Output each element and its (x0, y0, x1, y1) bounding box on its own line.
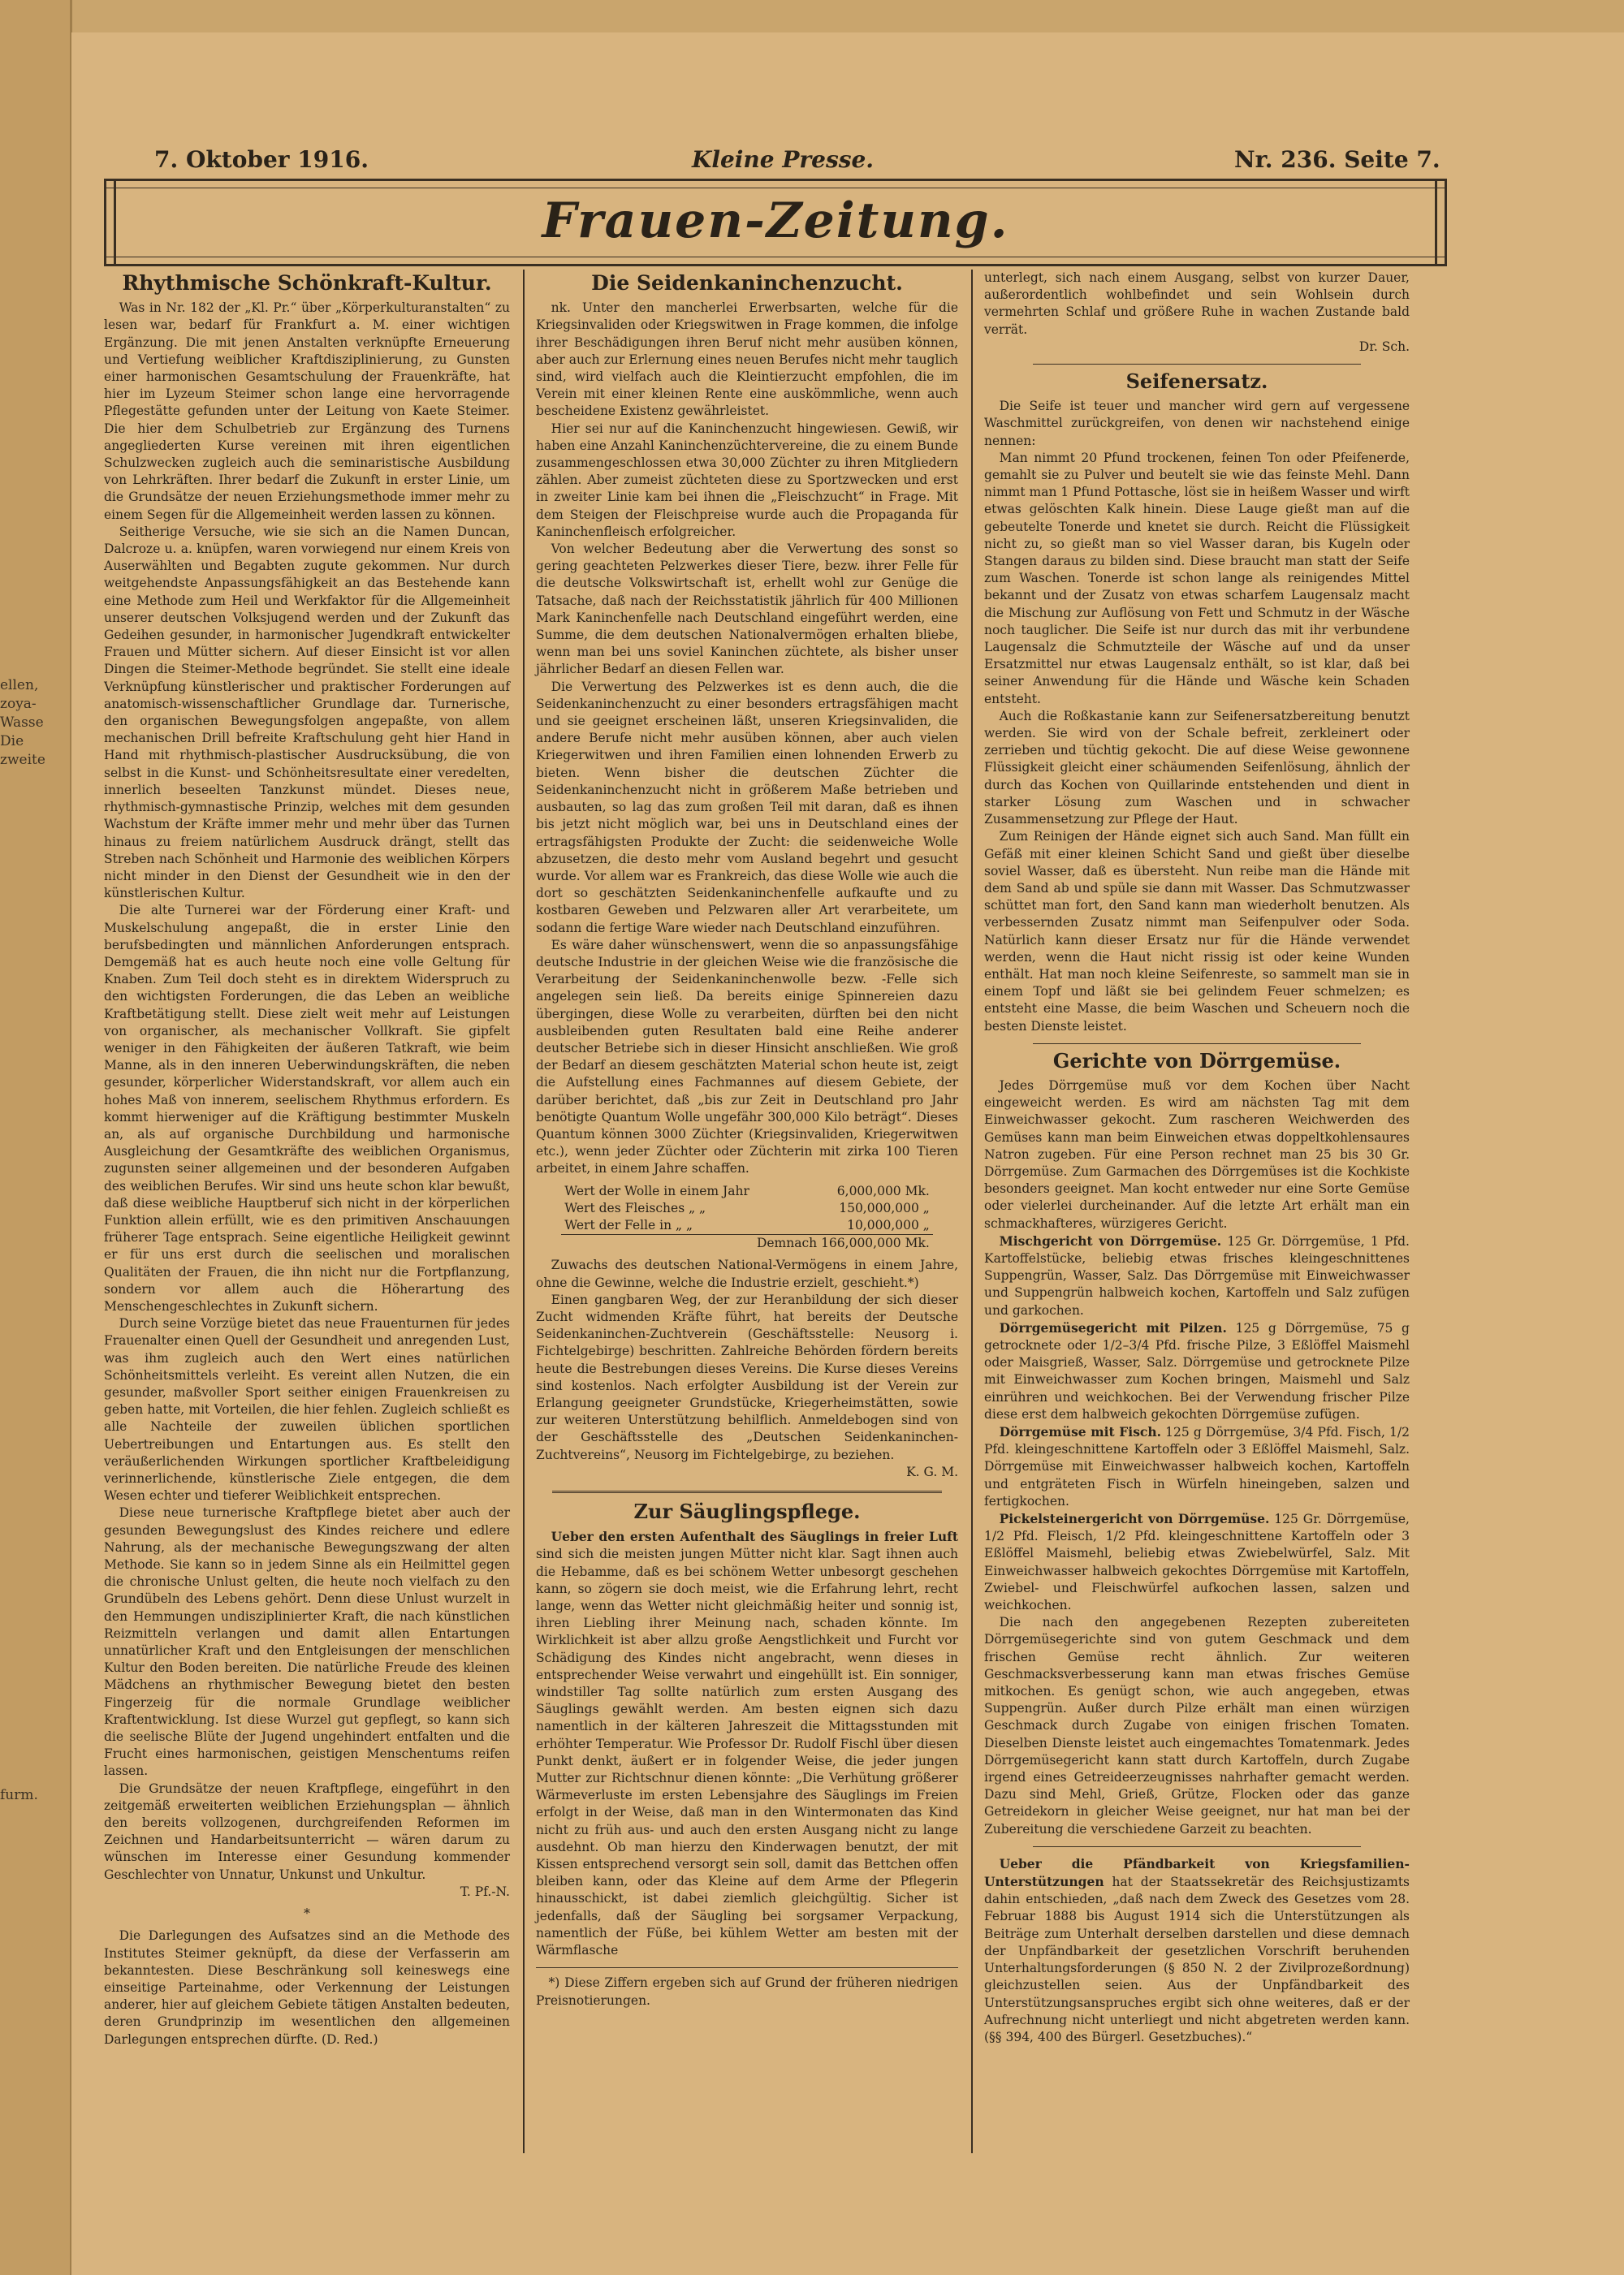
paragraph: Zuwachs des deutschen National-Vermögens in einem Jahre, ohne die Gewinne, welche die Industrie erzielt, geschieht.*) (536, 1258, 958, 1290)
margin-fragment: furm. (0, 1787, 38, 1803)
recipe-title: Dörrgemüse mit Fisch. (999, 1424, 1162, 1440)
masthead-title: Frauen-Zeitung. (542, 192, 1009, 249)
paragraph: unterlegt, sich nach einem Ausgang, selbst von kurzer Dauer, außerordentlich wohlbefindet und sein Wohlsein durch vermehrten Schlaf und größere Ruhe in wachen Zustande bald verrät. (984, 270, 1410, 337)
paragraph: Was in Nr. 182 der „Kl. Pr.“ über „Körperkulturanstalten“ zu lesen war, bedarf für Frankfurt a. M. einer wichtigen Ergänzung. Die mit jenen Anstalten verknüpfte Erneuerung und Vertiefung weiblicher Kraftdisziplinierung, zu Gunsten einer harmonischen Gesamtschulung der Frauenkräfte, hat hier im Lyzeum Steimer schon lange eine hervorragende Pflegestätte gefunden unter der Leitung von Kaete Steimer. Die hier dem Schulbetrieb zur Ergänzung des Turnens angegliederten Kurse vereinen mit ihren eigentlichen Schulzwecken zugleich auch die seminaristische Ausbildung von Lehrkräften. Ihrer bedarf die Zukunft in erster Linie, um die Grundsätze der neuen Erziehungsmethode immer mehr zu einem Segen für die Allgemeinheit werden lassen zu können. (104, 300, 510, 522)
header-date: 7. Oktober 1916. (154, 146, 369, 173)
margin-fragment: Die (0, 733, 24, 749)
signature: Dr. Sch. (1358, 339, 1410, 354)
table-sum: Demnach 166,000,000 Mk. (561, 1235, 933, 1253)
margin-fragment: zweite (0, 752, 45, 768)
recipe (984, 1423, 1410, 1510)
paragraph: Von welcher Bedeutung aber die Verwertung des sonst so gering geachteten Pelzwerkes dieser Tiere, bezw. ihrer Felle für die deutsche Volkswirtschaft ist, erhellt wohl zur Genüge die Tatsache, daß nach der Reichsstatistik jährlich für 400 Millionen Mark Kaninchenfelle nach Deutschland eingeführt werden, eine Summe, die dem deutschen Nationalvermögen erhalten bliebe, wenn man bei uns soviel Kaninchen züchtete, als bisher unser jährlicher Bedarf an diesen Fellen war. (536, 542, 958, 677)
table-row (561, 1217, 933, 1235)
paragraph: Es wäre daher wünschenswert, wenn die so anpassungsfähige deutsche Industrie in der gleichen Weise wie die französische die Verarbeitung der Seidenkaninchenwolle bezw. -Felle sich angelegen sein ließ. Da bereits einige Spinnereien dazu übergingen, diese Wolle zu verarbeiten, dürften bei den nicht ausbleibenden guten Resultaten bald eine Reihe anderer deutscher Betriebe sich in dieser Hinsicht anschließen. Wie groß der Bedarf an diesem geschätzten Material schon heute ist, zeigt die Aufstellung eines Fachmannes auf diesem Gebiete, der darüber berichtet, daß „bis zur Zeit in Deutschland pro Jahr benötigte Quantum Wolle ungefähr 300,000 Kilo beträgt“. Dieses Quantum können 3000 Züchter (Kriegsinvaliden, Kriegerwitwen etc.), wenn jeder Züchter oder Züchterin mit zirka 100 Tieren arbeitet, in einem Jahre schaffen. (536, 937, 958, 1176)
article-title: Die Seidenkaninchenzucht. (591, 271, 903, 295)
recipe-title: Mischgericht von Dörrgemüse. (999, 1232, 1222, 1249)
paragraph: Jedes Dörrgemüse muß vor dem Kochen über Nacht eingeweicht werden. Es wird am nächsten Tag mit dem Einweichwasser gekocht. Zum rascheren Weichwerden des Gemüses kann man beim Einweichen etwas doppeltkohlensaures Natron zugeben. Für eine Person rechnet man 25 bis 30 Gr. Dörrgemüse. Zum Garmachen des Dörrgemüses ist die Kochkiste besonders geeignet. Man kocht entweder nur eine Sorte Gemüse oder vielerlei durcheinander. Auf die letzte Art erhält man ein schmackhafteres, würzigeres Gericht. (984, 1077, 1410, 1231)
recipe-title: Dörrgemüsegericht mit Pilzen. (999, 1319, 1227, 1336)
column-rule (523, 270, 525, 2153)
table-row (561, 1200, 933, 1217)
footnote: *) Diese Ziffern ergeben sich auf Grund der früheren niedrigen Preisnotierungen. (536, 1967, 958, 2009)
paragraph: Diese neue turnerische Kraftpflege bietet aber auch der gesunden Bewegungslust des Kindes reichere und edlere Nahrung, als der mechanische Bewegungszwang der alten Methode. Sie kann so in jedem Sinne als ein Heilmittel gegen die chronische Unlust gelten, die heute noch vielfach zu den Grundübeln des Lebens gehört. Denn diese Unlust wurzelt in den Hemmungen undisziplinierter Kraft, die nach künstlichen Reizmitteln verlangen und damit allen Entartungen unnatürlicher Kraft und den Entgleisungen der menschlichen Kultur den Boden bereiten. Die natürliche Freude des kleinen Mädchens an rhythmischer Bewegung bietet den besten Fingerzeig für die normale Grundlage weiblicher Kraftentwicklung. Ist diese Wurzel gut gepflegt, so kann sich die seelische Blüte der Jugend ungehindert entfalten und die Frucht eines harmonischen, geistigen Menschentums reifen lassen. (104, 1505, 510, 1779)
divider (1033, 1043, 1361, 1044)
divider (1033, 1846, 1361, 1847)
paragraph-body: sind sich die meisten jungen Mütter nicht klar. Sagt ihnen auch die Hebamme, daß es bei schönem Wetter unbesorgt geschehen kann, so zögern sie doch meist, wie die Erfahrung lehrt, recht lange, wenn das Wetter nicht gleichmäßig heiter und sonnig ist, ihren Liebling ihrer Meinung nach, schaden könnte. Im Wirklichkeit ist aber allzu große Aengstlichkeit und Furcht vor Schädigung des Kindes nicht angebracht, wenn dieses in entsprechender Weise verwahrt und eingehüllt ist. Ein sonniger, windstiller Tag sollte natürlich zum ersten Ausgang des Säuglings gewählt werden. Am besten eignen sich dazu namentlich in der kälteren Jahreszeit die Mittagsstunden mit erhöhter Temperatur. Wie Professor Dr. Rudolf Fischl über diesen Punkt denkt, äußert er in folgender Weise, die jeder jungen Mutter zur Richtschnur dienen könnte: „Die Verhütung größerer Wärmeverluste im ersten Lebensjahre des Säuglings im Freien erfolgt in der Weise, daß man in den Wintermonaten das Kind nicht zu früh aus- und auch den ersten Ausgang nicht zu lange ausdehnt. Ob man hierzu den Kinderwagen benutzt, der mit Kissen entsprechend versorgt sein soll, damit das Bettchen offen bleiben kann, oder das Kleine auf dem Arme der Pflegerin hinausschickt, ist dabei ziemlich gleichgültig. Sicher ist jedenfalls, daß der Säugling bei sorgsamer Verpackung, namentlich der Füße, bei kühlem Wetter am besten mit der Wärmflasche (536, 1547, 958, 1958)
recipe (984, 1319, 1410, 1423)
paragraph: Die Seife ist teuer und mancher wird gern auf vergessene Waschmittel zurückgreifen, von denen wir nachstehend einige nennen: (984, 399, 1410, 448)
paragraph (536, 1528, 958, 1959)
recipe (984, 1232, 1410, 1319)
recipe-body: 125 Gr. Dörrgemüse, 1/2 Pfd. Fleisch, 1/2 Pfd. kleingeschnittene Kartoffeln oder 3 Eßlöffel Maismehl, beliebig etwas Zwiebelwürfel, Salz. Mit Einweichwasser halbweich gekochtes Dörrgemüse mit Kartoffeln, Zwiebel- und Fleischwürfel aufkochen lassen, salzen und weichkochen. (984, 1512, 1410, 1613)
recipe-body: 125 g Dörrgemüse, 3/4 Pfd. Fisch, 1/2 Pfd. kleingeschnittene Kartoffeln oder 3 Eßlöffel Maismehl, Salz. Dörrgemüse mit Einweichwasser halbweich kochen, Kartoffeln und entgräteten Fisch in Würfeln hineingeben, salzen und fertigkochen. (984, 1425, 1410, 1509)
editorial-note: Die Darlegungen des Aufsatzes sind an die Methode des Institutes Steimer geknüpft, da diese der Verfasserin am bekanntesten. Diese Beschränkung soll keineswegs eine einseitige Parteinahme, oder Verkennung der Leistungen anderer, hier auf gleichem Gebiete tätigen Anstalten bedeuten, deren Grundprinzip im wesentlichen den allgemeinen Darlegungen entsprechen dürfte. (D. Red.) (104, 1928, 510, 2047)
paragraph: Einen gangbaren Weg, der zur Heranbildung der sich dieser Zucht widmenden Kräfte führt, hat bereits der Deutsche Seidenkaninchen-Zuchtverein (Geschäftsstelle: Neusorg i. Fichtelgebirge) beschritten. Zahlreiche Behörden fördern bereits heute die Bestrebungen dieses Vereins. Die Kurse dieses Vereins sind kostenlos. Nach erfolgter Ausbildung ist der Verein zur Erlangung geeigneter Grundstücke, Kriegerheimstätten, sowie zur weiteren Unterstützung behilflich. Anmeldebogen sind von der Geschäftsstelle des „Deutschen Seidenkaninchen-Zuchtvereins“, Neusorg im Fichtelgebirge, zu beziehen. (536, 1292, 958, 1462)
paragraph-body: hat der Staatssekretär des Reichsjustizamts dahin entschieden, „daß nach dem Zweck des Gesetzes vom 28. Februar 1888 bis August 1914 sich die Unterstützungen als Beiträge zum Unterhalt derselben darstellen und diese demnach der Unpfändbarkeit der gesetzlichen Vorschrift beruhenden Unterhaltungsforderungen (§ 850 N. 2 der Zivilprozeßordnung) gleichzustellen seien. Aus der Unpfändbarkeit des Unterstützungsanspruches ergibt sich ohne weiteres, daß er der Aufrechnung nicht unterliegt und nicht abgetreten werden kann. (§§ 394, 400 des Bürgerl. Gesetzbuches).“ (984, 1875, 1410, 2044)
left-page-fold (0, 0, 71, 2275)
paragraph: Auch die Roßkastanie kann zur Seifenersatzbereitung benutzt werden. Sie wird von der Schale befreit, zerkleinert oder zerrieben und tüchtig gekocht. Die auf diese Weise gewonnene Flüssigkeit gleicht einer schäumenden Seifenlösung, ähnlich der durch das Kochen von Quillarinde entstehenden und dient in starker Lösung zum Waschen und in schwacher Zusammensetzung zur Pflege der Haut. (984, 708, 1410, 827)
column-2 (536, 270, 958, 2010)
recipe-body: 125 Gr. Dörrgemüse, 1 Pfd. Kartoffelstücke, beliebig etwas frisches kleingeschnittenes Suppengrün, Wasser, Salz. Das Dörrgemüse mit Einweichwasser und Suppengrün halbweich kochen, Kartoffeln und Salz zufügen und garkochen. (984, 1233, 1410, 1318)
table-row (561, 1183, 933, 1200)
paragraph: Zum Reinigen der Hände eignet sich auch Sand. Man füllt ein Gefäß mit einer kleinen Schicht Sand und gießt über dieselbe soviel Wasser, daß es übersteht. Nun reibe man die Hände mit dem Sand ab und spüle sie dann mit Wasser. Das Schmutzwasser schüttet man fort, den Sand kann man wiederholt benutzen. Als verbessernden Zusatz nimmt man Seifenpulver oder Soda. Natürlich kann dieser Ersatz nur für die Hände verwendet werden, wenn die Haut nicht rissig ist oder keine Wunden enthält. Hat man noch kleine Seifenreste, so sammelt man sie in einem Topf und läßt sie bei gelindem Feuer schmelzen; es entsteht eine Masse, die beim Waschen und Scheuern noch die besten Dienste leistet. (984, 829, 1410, 1034)
article-title: Seifenersatz. (1125, 369, 1268, 394)
paragraph (984, 1855, 1410, 2046)
table-label: Wert der Wolle in einem Jahr (564, 1183, 749, 1198)
masthead-frame (104, 179, 1447, 266)
divider (1033, 364, 1361, 365)
paragraph: Hier sei nur auf die Kaninchenzucht hingewiesen. Gewiß, wir haben eine Anzahl Kaninchenzüchtervereine, die zu einem Bunde zusammengeschlossen etwa 30,000 Züchter zu ihren Mitgliedern zählen. Aber zumeist züchteten diese zu Sportzwecken und erst in zweiter Linie kam bei ihnen die „Fleischzucht“ in Frage. Mit dem Steigen der Fleischpreise wurde auch die Propaganda für Kaninchenfleisch erfolgreicher. (536, 421, 958, 539)
margin-fragment: ellen, (0, 677, 39, 693)
paragraph: Durch seine Vorzüge bietet das neue Frauenturnen für jedes Frauenalter einen Quell der Gesundheit und anregenden Lust, was ihm zugleich auch den Wert eines natürlichen Schönheitsmittels verleiht. Es vereint allen Nutzen, die ein gesunder, maßvoller Sport seither einigen Frauenkreisen zu geben hatte, mit Vorteilen, die hier fehlen. Zugleich schließt es alle Nachteile der zuweilen üblichen sportlichen Uebertreibungen und Entartungen aus. Es stellt den veräußerlichenden Wirkungen sportlicher Kraftbeleidigung verinnerlichende, künstlerische Ziele entgegen, die dem Wesen echter und tieferer Weiblichkeit entsprechen. (104, 1316, 510, 1504)
separator-star: * (304, 1906, 310, 1922)
table-label: Wert der Felle in „ „ (564, 1217, 693, 1232)
lead-in: Ueber den ersten Aufenthalt des Säuglings in freier Luft (551, 1529, 958, 1545)
paragraph: nk. Unter den mancherlei Erwerbsarten, welche für die Kriegsinvaliden oder Kriegswitwen in Frage kommen, die infolge ihrer Beschädigungen ihren Beruf nicht mehr ausüben können, aber auch zur Erlernung eines neuen Berufes nicht mehr tauglich sind, wird vielfach auch die Kleintierzucht empfohlen, die im Verein mit einer kleinen Rente eine auskömmliche, wenn auch bescheidene Existenz gewährleistet. (536, 300, 958, 419)
divider (552, 1491, 942, 1493)
paragraph: Man nimmt 20 Pfund trockenen, feinen Ton oder Pfeifenerde, gemahlt sie zu Pulver und beutelt sie wie das feinste Mehl. Dann nimmt man 1 Pfund Pottasche, löst sie in heißem Wasser und wirft etwas gelöschten Kalk hinein. Diese Lauge gießt man auf die gebeutelte Tonerde und knetet sie durch. Reicht die Flüssigkeit nicht zu, so gießt man so viel Wasser daran, bis Kugeln oder Stangen daraus zu bilden sind. Diese braucht man statt der Seife zum Waschen. Tonerde ist schon lange als reinigendes Mittel bekannt und der Zusatz von etwas scharfem Laugensalz macht die Mischung zur Auflösung von Fett und Schmutz in der Wäsche noch tauglicher. Die Seife ist nur durch das mit ihr verbundene Laugensalz die Schmutzteile der Wäsche auf und da unser Ersatzmittel nur etwas Laugensalz enthält, so ist klar, daß bei seiner Anwendung für die Hände und Wäsche kein Schaden entsteht. (984, 450, 1410, 706)
signature: T. Pf.-N. (460, 1884, 510, 1899)
table-value: 150,000,000 „ (839, 1200, 930, 1215)
margin-fragment: Wasse (0, 714, 44, 731)
paragraph: Die Verwertung des Pelzwerkes ist es denn auch, die die Seidenkaninchenzucht zu einer besonders ertragsfähigen macht und sie geeignet erscheinen läßt, unseren Kriegsinvaliden, die andere Berufe nicht mehr ausüben können, aber auch vielen Kriegerwitwen und ihren Familien einen lohnenden Erwerb zu bieten. Wenn bisher die deutschen Züchter die Seidenkaninchenzucht nicht in größerem Maße betrieben und ausbauten, so lag das zum großen Teil mit daran, daß es ihnen bis jetzt nicht möglich war, bei uns in Deutschland eines der ertragsfähigsten Produkte der Zucht: die seidenweiche Wolle abzusetzen, die desto mehr vom Ausland begehrt und gesucht wurde. Vor allem war es Frankreich, das diese Wolle wie auch die dort so geschätzten Seidenkaninchenfelle aufkaufte und zu kostbaren Geweben und Pelzwaren aller Art verarbeitete, um sodann die fertige Ware wieder nach Deutschland einzuführen. (536, 679, 958, 935)
article-title: Zur Säuglingspflege. (633, 1500, 861, 1524)
recipe-title: Pickelsteinergericht von Dörrgemüse. (999, 1511, 1270, 1527)
table-label: Wert des Fleisches „ „ (564, 1200, 706, 1215)
recipe (984, 1510, 1410, 1614)
table-value: 6,000,000 Mk. (836, 1183, 930, 1198)
table-value: 10,000,000 „ (847, 1217, 930, 1232)
margin-fragment: zoya- (0, 696, 37, 712)
article-title: Rhythmische Schönkraft-Kultur. (122, 271, 492, 295)
paragraph: Die nach den angegebenen Rezepten zubereiteten Dörrgemüsegerichte sind von gutem Geschmack und dem frischen Gemüse recht ähnlich. Zur weiteren Geschmacksverbesserung kann man etwas frisches Gemüse mitkochen. Es genügt schon, wie auch angegeben, etwas Suppengrün. Außer durch Pilze erhält man einen würzigen Geschmack durch Zugabe von einigen frischen Tomaten. Dieselben Dienste leistet auch eingemachtes Tomatenmark. Jedes Dörrgemüsegericht kann statt durch Kartoffeln, durch Zugabe irgend eines Getreideerzeugnisses nahrhafter gemacht werden. Dazu sind Mehl, Grieß, Grütze, Flocken oder das ganze Getreidekorn in gleicher Weise geeignet, nur hat man bei der Zubereitung die verschiedene Garzeit zu beachten. (984, 1615, 1410, 1837)
signature: K. G. M. (906, 1464, 958, 1479)
header-paper: Kleine Presse. (692, 146, 875, 173)
column-rule (971, 270, 973, 2153)
value-table (561, 1183, 933, 1253)
paragraph: Die alte Turnerei war der Förderung einer Kraft- und Muskelschulung angepaßt, die in erster Linie den berufsbedingten und männlichen Anforderungen entsprach. Demgemäß hat es auch heute noch eine volle Geltung für Knaben. Zum Teil doch steht es in direktem Widerspruch zu den wichtigsten Forderungen, die das Leben an weibliche Kraftbetätigung stellt. Diese zielt weit mehr auf Leistungen von organischer, als mechanischer Vollkraft. Sie gipfelt weniger in den Fähigkeiten der äußeren Tatkraft, wie beim Manne, als in den inneren Ueberwindungskräften, die neben gesunder, körperlicher Widerstandskraft, vor allem auch ein hohes Maß von innerem, seelischem Rhythmus erfordern. Es kommt hierweniger auf die Kräftigung bestimmter Muskeln an, als auf organische Durchbildung und harmonische Ausgleichung der Gesamtkräfte des weiblichen Organismus, zugunsten seiner allgemeinen und der besonderen Aufgaben des weiblichen Berufes. Wir sind uns heute schon klar bewußt, daß diese weibliche Hauptberuf sich nicht in der körperlichen Funktion allein erfüllt, wie es den primitiven Anschauungen früherer Tage entsprach. Seine eigentliche Heiligkeit gewinnt er für uns erst durch die seelischen und moralischen Qualitäten der Frauen, die ihn nicht nur die Fortpflanzung, sondern vor allem auch die Höherartung des Menschengeschlechtes in Zukunft sichern. (104, 903, 510, 1314)
paragraph: Seitherige Versuche, wie sie sich an die Namen Duncan, Dalcroze u. a. knüpfen, waren vorwiegend nur einem Kreis von Auserwählten und Begabten zugute gekommen. Nur durch weitgehendste Anpassungsfähigkeit an das Bestehende kann eine Methode zum Heil und Werkfaktor für die Allgemeinheit unserer deutschen Volksjugend werden und der Zukunft das Gedeihen gesunder, in harmonischer Jugendkraft entwickelter Frauen und Mütter sichern. Auf dieser Einsicht ist vor allen Dingen die Steimer-Methode begründet. Sie stellt eine ideale Verknüpfung künstlerischer und praktischer Forderungen auf anatomisch-wissenschaftlicher Grundlage dar. Turnerische, den organischen Bewegungsfolgen angepaßte, von allem mechanischen Drill befreite Kraftschulung geht hier Hand in Hand mit rhythmisch-plastischer Ausdrucksübung, die von selbst in die Kunst- und Schönheitsresultate einer veredelten, innerlich beseelten Tanzkunst mündet. Dieses neue, rhythmisch-gymnastische Prinzip, welches mit dem gesunden Wachstum der Kräfte immer mehr und mehr über das Turnen hinaus zu freiem natürlichem Ausdruck drängt, stellt das Streben nach Schönheit und Harmonie des weiblichen Körpers nicht minder in den Dienst der Gesundheit wie in den der künstlerischen Kultur. (104, 524, 510, 901)
paragraph: Die Grundsätze der neuen Kraftpflege, eingeführt in den zeitgemäß erweiterten weiblichen Erziehungsplan — ähnlich den bereits vollzogenen, durchgreifenden Reformen im Zeichnen und Handarbeitsunterricht — wären darum zu wünschen im Interesse einer Gesundung kommender Geschlechter von Unnatur, Unkunst und Unkultur. (104, 1781, 510, 1882)
recipe-body: 125 g Dörrgemüse, 75 g getrocknete oder 1/2–3/4 Pfd. frische Pilze, 3 Eßlöffel Maismehl oder Maisgrieß, Wasser, Salz. Dörrgemüse und getrocknete Pilze mit Einweichwasser zum Kochen bringen, Maismehl und Salz einrühren und weichkochen. Bei der Verwendung frischer Pilze diese erst dem halbweich gekochten Dörrgemüse zufügen. (984, 1320, 1410, 1422)
header-issue: Nr. 236. Seite 7. (1234, 146, 1440, 173)
lead-in: Ueber die Pfändbarkeit von Kriegsfamilien-Unterstützungen (984, 1855, 1410, 1890)
article-title: Gerichte von Dörrgemüse. (1052, 1048, 1341, 1073)
column-1 (104, 270, 510, 2048)
table-sum-row (561, 1235, 933, 1253)
column-3 (984, 270, 1410, 2046)
